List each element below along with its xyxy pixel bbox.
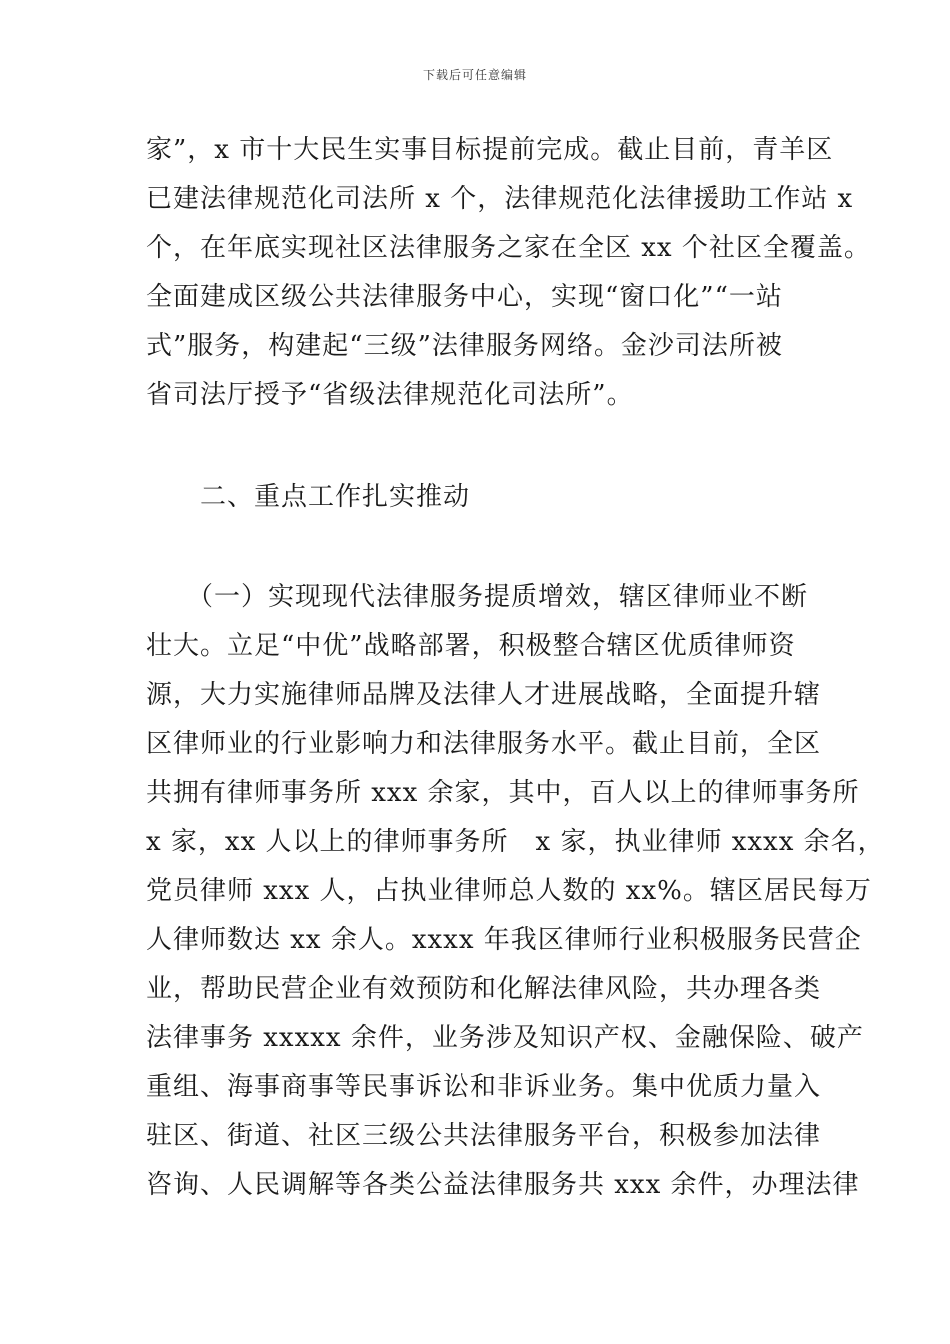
text-line: 源，大力实施律师品牌及法律人才进展战略，全面提升辖: [146, 680, 822, 710]
page-header: 下载后可任意编辑: [422, 68, 527, 82]
text-line: 驻区、街道、社区三级公共法律服务平台，积极参加法律: [146, 1121, 822, 1151]
text-line: 业，帮助民营企业有效预防和化解法律风险，共办理各类: [146, 974, 822, 1004]
text-line: 家”，x 市十大民生实事目标提前完成。截止目前，青羊区: [146, 135, 834, 165]
text-line: 法律事务 xxxxx 余件，业务涉及知识产权、金融保险、破产: [146, 1023, 864, 1053]
paragraph-2: [146, 573, 885, 1210]
text-line: （一）实现现代法律服务提质增效，辖区律师业不断: [146, 582, 809, 612]
text-line: x 家，xx 人以上的律师事务所 x 家，执业律师 xxxx 余名，: [146, 827, 885, 857]
text-line: 省司法厅授予“省级法律规范化司法所”。: [146, 380, 634, 410]
text-line: 重组、海事商事等民事诉讼和非诉业务。集中优质力量入: [146, 1072, 822, 1102]
text-line: 区律师业的行业影响力和法律服务水平。截止目前，全区: [146, 729, 822, 759]
text-line: 咨询、人民调解等各类公益法律服务共 xxx 余件，办理法律: [146, 1170, 860, 1200]
text-line: 党员律师 xxx 人，占执业律师总人数的 xx%。辖区居民每万: [146, 876, 872, 906]
text-line: 壮大。立足“中优”战略部署，积极整合辖区优质律师资: [146, 631, 796, 661]
text-line: 已建法律规范化司法所 x 个，法律规范化法律援助工作站 x: [146, 184, 854, 214]
heading-text: 二、重点工作扎实推动: [146, 482, 471, 512]
text-line: 全面建成区级公共法律服务中心，实现“窗口化”“一站: [146, 282, 783, 312]
section-heading: [146, 473, 818, 522]
paragraph-1: [146, 126, 871, 420]
text-line: 个，在年底实现社区法律服务之家在全区 xx 个社区全覆盖。: [146, 233, 871, 263]
text-line: 人律师数达 xx 余人。xxxx 年我区律师行业积极服务民营企: [146, 925, 862, 955]
text-line: 式”服务，构建起“三级”法律服务网络。金沙司法所被: [146, 331, 783, 361]
text-line: 共拥有律师事务所 xxx 余家，其中，百人以上的律师事务所: [146, 778, 860, 808]
